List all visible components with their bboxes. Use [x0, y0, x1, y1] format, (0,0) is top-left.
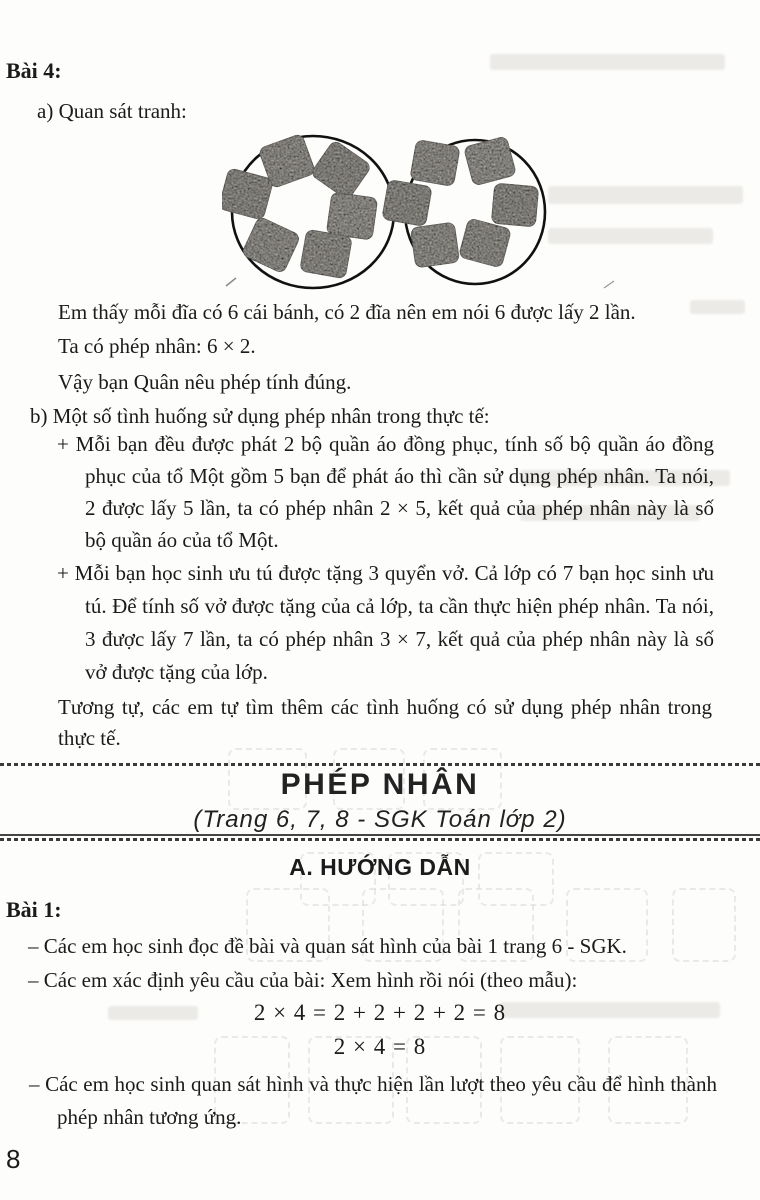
exercise4-part-a-heading: a) Quan sát tranh:	[37, 99, 187, 123]
bleed-through-artifact	[490, 54, 725, 70]
cake	[241, 216, 300, 274]
example-paragraph-2: + Mỗi bạn học sinh ưu tú được tặng 3 quyển vở. Cả lớp có 7 bạn học sinh ưu tú. Để tính số vở được tặng của cả lớp, ta cần thực hiện phép nhân. Ta nói, 3 được lấy 7 lần, ta có phép nhân 3 × 7, kết quả của phép nhân này là số vở được tặng của lớp.	[57, 561, 714, 684]
cakes	[222, 133, 539, 278]
stray-mark	[226, 278, 236, 286]
bleed-through-artifact	[672, 888, 736, 962]
conclusion-line: Vậy bạn Quân nêu phép tính đúng.	[58, 370, 352, 394]
bleed-through-artifact	[690, 300, 745, 314]
solid-divider	[0, 834, 760, 836]
section-heading-a: A. HƯỚNG DẪN	[289, 854, 471, 880]
plates-illustration	[222, 128, 622, 293]
cake	[310, 140, 372, 201]
cake	[491, 183, 538, 227]
section-subtitle: (Trang 6, 7, 8 - SGK Toán lớp 2)	[193, 806, 567, 833]
cake	[410, 139, 460, 186]
observation-line2: Ta có phép nhân: 6 × 2.	[58, 334, 256, 358]
section-title: PHÉP NHÂN	[280, 768, 480, 801]
cake	[410, 222, 459, 268]
dashed-divider-top	[0, 763, 760, 766]
exercise4-label: Bài 4:	[6, 58, 62, 83]
exercise1-label: Bài 1:	[6, 897, 62, 922]
cake	[300, 229, 353, 278]
page-number: 8	[6, 1144, 21, 1174]
cake	[382, 179, 432, 226]
cake	[222, 168, 274, 220]
equation-short: 2 × 4 = 8	[333, 1034, 427, 1059]
stray-mark	[604, 281, 614, 288]
example-paragraph-1: + Mỗi bạn đều được phát 2 bộ quần áo đồng phục, tính số bộ quần áo đồng phục của tổ Một gồm 5 bạn để phát áo thì cần sử dụng phép nhân. Ta nói, 2 được lấy 5 lần, ta có phép nhân 2 × 5, kết quả của phép nhân này là số bộ quần áo của tổ Một.	[57, 432, 714, 552]
closing-note: Tương tự, các em tự tìm thêm các tình huống có sử dụng phép nhân trong thực tế.	[58, 695, 712, 750]
cake	[326, 192, 377, 240]
observation-line1: Em thấy mỗi đĩa có 6 cái bánh, có 2 đĩa nên em nói 6 được lấy 2 lần.	[58, 300, 636, 324]
exercise1-instruction-3: – Các em học sinh quan sát hình và thực hiện lần lượt theo yêu cầu để hình thành phép nhân tương ứng.	[29, 1072, 717, 1129]
cake	[459, 218, 512, 268]
exercise1-instruction-1: – Các em học sinh đọc đề bài và quan sát hình của bài 1 trang 6 - SGK.	[28, 934, 627, 958]
equation-expanded: 2 × 4 = 2 + 2 + 2 + 2 = 8	[253, 1000, 507, 1025]
exercise1-instruction-2: – Các em xác định yêu cầu của bài: Xem hình rồi nói (theo mẫu):	[28, 968, 578, 992]
cake	[464, 136, 517, 186]
exercise4-part-b-heading: b) Một số tình huống sử dụng phép nhân trong thực tế:	[30, 404, 490, 428]
dashed-divider-bottom	[0, 838, 760, 841]
